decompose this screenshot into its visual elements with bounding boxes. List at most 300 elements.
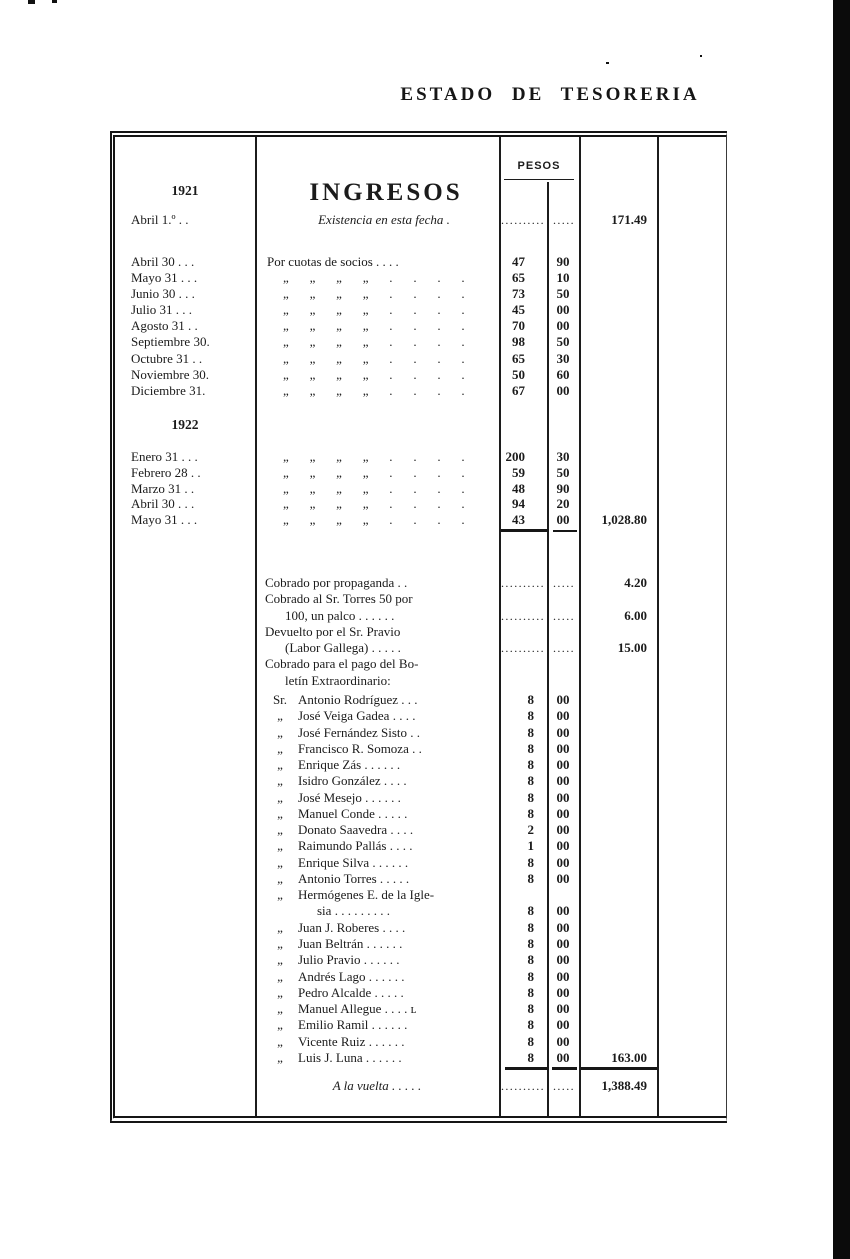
- contributor-name: Francisco R. Somoza . .: [298, 740, 422, 756]
- ditto-mark: „: [277, 854, 283, 870]
- row-pesos: 8: [527, 773, 534, 789]
- table-row: [115, 367, 726, 383]
- table-row: [115, 512, 726, 528]
- row-total: [579, 254, 657, 270]
- row-centavos: 00: [556, 692, 570, 707]
- row-pesos: 65: [512, 350, 525, 366]
- row-total: 4.20: [624, 575, 647, 590]
- row-pesos: 8: [527, 708, 534, 724]
- row-date: [115, 969, 255, 985]
- ditto-mark: „: [277, 708, 283, 724]
- contributor-name-cell: [255, 952, 499, 968]
- row-total: [579, 318, 657, 334]
- row-date: [115, 725, 255, 741]
- contributor-name-cell: [255, 1017, 499, 1033]
- row-total: [579, 624, 657, 640]
- contributor-name-cell: [255, 806, 499, 822]
- row-total: [579, 270, 657, 286]
- empty-cell: [657, 640, 726, 656]
- table-row: [115, 624, 726, 640]
- row-centavos: 20: [556, 496, 570, 512]
- row-total: [579, 952, 657, 968]
- contributor-name-cell: [255, 838, 499, 854]
- row-pesos: 8: [527, 952, 534, 968]
- row-description: Cobrado por propaganda . .: [265, 575, 408, 590]
- row-total: [579, 887, 657, 903]
- dotted-leader: ..........: [501, 1079, 545, 1093]
- row-description: „ „ „ „ . . . .: [283, 382, 465, 398]
- contributor-name: sia . . . . . . . . .: [317, 903, 390, 919]
- dotted-leader: .....: [553, 1079, 575, 1093]
- sum-rule: [505, 1067, 549, 1070]
- row-centavos: 50: [556, 334, 570, 350]
- contributor-name: Raimundo Pallás . . . .: [298, 838, 413, 854]
- row-centavos: 90: [556, 480, 570, 496]
- row-centavos: 50: [556, 286, 570, 302]
- empty-cell: [657, 286, 726, 302]
- row-total: 163.00: [611, 1049, 647, 1065]
- row-centavos: 00: [556, 512, 570, 527]
- table-row: [115, 656, 726, 672]
- empty-cell: [657, 985, 726, 1001]
- empty-cell: [657, 575, 726, 591]
- row-total: [579, 481, 657, 497]
- empty-cell: [657, 481, 726, 497]
- row-total: [579, 1034, 657, 1050]
- row-date: [115, 920, 255, 936]
- contributor-name: Juan J. Roberes . . . .: [298, 919, 406, 935]
- contributor-name: Hermógenes E. de la Igle-: [298, 887, 435, 903]
- row-total: [579, 725, 657, 741]
- ditto-mark: „: [277, 952, 283, 968]
- row-pesos: 8: [527, 854, 534, 870]
- row-description: „ „ „ „ . . . .: [283, 302, 465, 318]
- contributor-row: [115, 741, 726, 757]
- sum-rule: [501, 529, 549, 532]
- dotted-leader: .....: [553, 641, 575, 656]
- row-description: letín Extraordinario:: [285, 672, 391, 688]
- ditto-mark: „: [277, 887, 283, 903]
- row-date: [115, 591, 255, 607]
- row-total: [579, 496, 657, 512]
- opening-balance-row: [115, 212, 726, 228]
- ditto-mark: „: [277, 740, 283, 756]
- contributor-name: Manuel Conde . . . . .: [298, 805, 408, 821]
- row-pesos: 8: [527, 935, 534, 951]
- empty-cell: [657, 1034, 726, 1050]
- empty-cell: [657, 708, 726, 724]
- row-pesos: 8: [527, 724, 534, 740]
- empty-cell: [657, 302, 726, 318]
- row-centavos: 30: [556, 350, 570, 366]
- empty-cell: [657, 367, 726, 383]
- row-centavos: 00: [556, 1001, 570, 1017]
- row-pesos: 8: [527, 1049, 534, 1065]
- row-pesos: 67: [512, 382, 525, 398]
- contributor-row: [115, 822, 726, 838]
- contributor-name-cell: [255, 920, 499, 936]
- row-centavos: 00: [556, 838, 570, 854]
- dotted-leader: [499, 673, 547, 689]
- row-pesos: 2: [527, 822, 534, 838]
- empty-cell: [657, 254, 726, 270]
- page-title: ESTADO DE TESORERIA: [400, 84, 700, 105]
- row-pesos: 50: [512, 366, 525, 382]
- empty-cell: [657, 318, 726, 334]
- row-date: Julio 31 . . .: [131, 302, 193, 318]
- table-row: [115, 591, 726, 607]
- row-date: [115, 692, 255, 708]
- row-centavos: 00: [556, 1033, 570, 1049]
- empty-cell: [657, 351, 726, 367]
- row-total: [579, 367, 657, 383]
- row-date: Abril 30 . . .: [131, 496, 195, 512]
- table-row: [115, 334, 726, 350]
- contributor-name: Vicente Ruiz . . . . . .: [298, 1033, 405, 1049]
- contributor-name-cell: [255, 887, 499, 903]
- row-total: [579, 871, 657, 887]
- empty-cell: [657, 855, 726, 871]
- ditto-mark: „: [277, 1033, 283, 1049]
- row-date: Septiembre 30.: [131, 334, 210, 350]
- row-total: [579, 920, 657, 936]
- ditto-mark: „: [277, 724, 283, 740]
- table-row: [115, 270, 726, 286]
- scan-speck: [700, 55, 702, 57]
- row-pesos: 98: [512, 334, 525, 350]
- row-total: [579, 936, 657, 952]
- rows-1922: [115, 449, 726, 528]
- contributor-row: [115, 1050, 726, 1066]
- row-centavos: 00: [556, 984, 570, 1000]
- empty-cell: [657, 903, 726, 919]
- contributor-name: Manuel Allegue . . . . ʟ: [298, 1001, 417, 1017]
- contributor-name: Emilio Ramil . . . . . .: [298, 1017, 408, 1033]
- row-centavos: 00: [556, 968, 570, 984]
- contributor-row: [115, 903, 726, 919]
- ditto-mark: „: [277, 789, 283, 805]
- row-description: „ „ „ „ . . . .: [283, 366, 465, 382]
- row-centavos: 00: [556, 854, 570, 870]
- dotted-leader: [499, 624, 547, 640]
- row-pesos: 8: [527, 789, 534, 805]
- row-date: Abril 30 . . .: [131, 254, 195, 269]
- row-date: Diciembre 31.: [131, 382, 206, 398]
- row-date: [115, 806, 255, 822]
- row-total: 1,388.49: [601, 1078, 647, 1093]
- dotted-leader: [547, 656, 579, 672]
- empty-cell: [657, 334, 726, 350]
- row-date: Febrero 28 . .: [131, 464, 201, 480]
- row-pesos: 43: [512, 512, 525, 527]
- row-centavos: 00: [556, 903, 570, 919]
- ditto-mark: „: [277, 805, 283, 821]
- contributor-name: Andrés Lago . . . . . .: [298, 968, 405, 984]
- contributor-name: José Mesejo . . . . . .: [298, 789, 401, 805]
- empty-cell: [657, 465, 726, 481]
- row-date: [115, 903, 255, 919]
- table-row: [115, 302, 726, 318]
- row-date: Enero 31 . . .: [131, 449, 198, 464]
- contributor-name: Enrique Silva . . . . . .: [298, 854, 409, 870]
- ditto-mark: „: [277, 1001, 283, 1017]
- contributor-name-cell: [255, 741, 499, 757]
- row-description: A la vuelta . . . . .: [332, 1078, 422, 1093]
- contributor-name-cell: [255, 822, 499, 838]
- row-total: 6.00: [624, 607, 647, 623]
- row-description: „ „ „ „ . . . .: [283, 318, 465, 334]
- contributor-name-cell: [255, 969, 499, 985]
- dotted-leader: ..........: [501, 608, 545, 623]
- row-centavos: 00: [556, 805, 570, 821]
- row-centavos: 00: [556, 773, 570, 789]
- row-date: [115, 773, 255, 789]
- contributor-row: [115, 952, 726, 968]
- contributor-name: Antonio Torres . . . . .: [298, 870, 410, 886]
- contributor-name-cell: [255, 936, 499, 952]
- empty-cell: [657, 822, 726, 838]
- row-date: Mayo 31 . . .: [131, 512, 198, 527]
- contributor-row: [115, 757, 726, 773]
- scan-speck: [606, 62, 609, 64]
- dotted-leader: [547, 591, 579, 607]
- empty-cell: [657, 591, 726, 607]
- row-pesos: 8: [527, 757, 534, 773]
- dotted-leader: .....: [553, 213, 575, 227]
- empty-cell: [657, 496, 726, 512]
- row-description: „ „ „ „ . . . .: [283, 286, 465, 302]
- row-pesos: 8: [527, 1017, 534, 1033]
- contributor-name-cell: [255, 1034, 499, 1050]
- row-pesos: 8: [527, 903, 534, 919]
- year-label-1922: 1922: [171, 417, 199, 432]
- row-date: [115, 838, 255, 854]
- empty-cell: [657, 741, 726, 757]
- row-date: [115, 1001, 255, 1017]
- empty-cell: [657, 624, 726, 640]
- ditto-mark: „: [277, 984, 283, 1000]
- empty-cell: [657, 1077, 726, 1095]
- contributor-row: [115, 936, 726, 952]
- row-description: „ „ „ „ . . . .: [283, 350, 465, 366]
- empty-cell: [657, 773, 726, 789]
- row-centavos: 00: [556, 757, 570, 773]
- row-total: 1,028.80: [601, 512, 647, 527]
- row-date: [115, 656, 255, 672]
- row-total: [579, 985, 657, 1001]
- empty-cell: [657, 656, 726, 672]
- row-pesos: 48: [512, 480, 525, 496]
- empty-cell: [657, 383, 726, 399]
- dotted-leader: [547, 624, 579, 640]
- row-date: [115, 822, 255, 838]
- row-pesos: 65: [512, 270, 525, 286]
- row-centavos: 00: [556, 789, 570, 805]
- row-date: [115, 608, 255, 624]
- row-date: [115, 741, 255, 757]
- row-description: 100, un palco . . . . . .: [285, 607, 395, 623]
- contributor-name-cell: [255, 790, 499, 806]
- empty-cell: [657, 1050, 726, 1066]
- row-total: [579, 855, 657, 871]
- row-total: [579, 302, 657, 318]
- row-date: Abril 1.º . .: [131, 212, 189, 227]
- contributor-name: Juan Beltrán . . . . . .: [298, 935, 403, 951]
- row-centavos: 00: [556, 935, 570, 951]
- sum-rule: [552, 1067, 577, 1070]
- row-description: „ „ „ „ . . . .: [283, 512, 465, 527]
- row-pesos: 73: [512, 286, 525, 302]
- row-centavos: 00: [556, 1049, 570, 1065]
- dotted-leader: ..........: [501, 641, 545, 656]
- row-date: [115, 708, 255, 724]
- dotted-leader: .....: [553, 576, 575, 590]
- row-total: [579, 903, 657, 919]
- empty-cell: [657, 1001, 726, 1017]
- contributor-row: [115, 969, 726, 985]
- row-pesos: 47: [512, 254, 525, 269]
- contributor-name-cell: [255, 903, 499, 919]
- table-row: [115, 481, 726, 497]
- row-description: „ „ „ „ . . . .: [283, 449, 465, 464]
- row-total: [579, 656, 657, 672]
- row-date: Noviembre 30.: [131, 366, 209, 382]
- ledger-table: [110, 131, 727, 1123]
- contributor-name: Luis J. Luna . . . . . .: [298, 1049, 402, 1065]
- row-description: „ „ „ „ . . . .: [283, 496, 465, 512]
- table-row: [115, 640, 726, 656]
- row-centavos: 90: [556, 254, 570, 269]
- empty-cell: [657, 871, 726, 887]
- table-row: [115, 318, 726, 334]
- empty-cell: [657, 952, 726, 968]
- contributor-row: [115, 855, 726, 871]
- table-row: [115, 383, 726, 399]
- contributor-row: [115, 708, 726, 724]
- row-total: 15.00: [617, 640, 647, 656]
- contributor-name-cell: [255, 1001, 499, 1017]
- row-total: [579, 741, 657, 757]
- table-row: [115, 351, 726, 367]
- carry-forward-row: [115, 1077, 726, 1095]
- contributor-name: Enrique Zás . . . . . .: [298, 757, 401, 773]
- row-date: Agosto 31 . .: [131, 318, 198, 334]
- row-pesos: 8: [527, 984, 534, 1000]
- row-description: „ „ „ „ . . . .: [283, 480, 465, 496]
- row-pesos: 8: [527, 740, 534, 756]
- row-total: [579, 692, 657, 708]
- empty-cell: [657, 512, 726, 528]
- empty-cell: [657, 608, 726, 624]
- row-pesos: 8: [527, 1033, 534, 1049]
- row-date: [115, 985, 255, 1001]
- contributor-row: [115, 887, 726, 903]
- row-centavos: 00: [556, 1017, 570, 1033]
- row-date: [115, 952, 255, 968]
- row-total: [579, 351, 657, 367]
- row-date: Marzo 31 . .: [131, 480, 195, 496]
- contributor-row: [115, 725, 726, 741]
- row-total: [579, 591, 657, 607]
- year-label-1921: 1921: [171, 183, 199, 198]
- ditto-mark: „: [277, 838, 283, 854]
- ditto-mark: „: [277, 935, 283, 951]
- row-pesos: 1: [527, 838, 534, 854]
- ditto-mark: „: [277, 822, 283, 838]
- row-total: [579, 334, 657, 350]
- row-centavos: [547, 887, 579, 903]
- row-centavos: 00: [556, 724, 570, 740]
- row-pesos: 8: [527, 968, 534, 984]
- empty-cell: [657, 673, 726, 689]
- row-pesos: 94: [512, 496, 525, 512]
- contributor-name-cell: [255, 757, 499, 773]
- table-row: [115, 465, 726, 481]
- table-row: [115, 496, 726, 512]
- contributor-row: [115, 920, 726, 936]
- contributor-row: [115, 806, 726, 822]
- row-centavos: 00: [556, 740, 570, 756]
- row-pesos: 8: [527, 1001, 534, 1017]
- row-pesos: 8: [527, 870, 534, 886]
- scan-speck: [52, 0, 57, 3]
- dotted-leader: ..........: [501, 576, 545, 590]
- row-description: Cobrado para el pago del Bo-: [265, 656, 419, 672]
- table-row: [115, 575, 726, 591]
- empty-cell: [657, 270, 726, 286]
- ditto-mark: „: [277, 1049, 283, 1065]
- contributor-row: [115, 773, 726, 789]
- row-centavos: 00: [556, 318, 570, 334]
- empty-cell: [657, 838, 726, 854]
- contributor-name: Pedro Alcalde . . . . .: [298, 984, 404, 1000]
- contributor-name-cell: [255, 773, 499, 789]
- empty-cell: [657, 212, 726, 228]
- row-date: [115, 1034, 255, 1050]
- ditto-mark: Sr.: [272, 692, 288, 707]
- row-date: [115, 1050, 255, 1066]
- row-centavos: 00: [556, 708, 570, 724]
- row-total: [579, 838, 657, 854]
- contributor-name: Antonio Rodríguez . . .: [298, 692, 418, 707]
- row-pesos: [499, 887, 547, 903]
- dotted-leader: .....: [553, 608, 575, 623]
- row-date: [115, 790, 255, 806]
- row-pesos: 8: [527, 692, 534, 707]
- row-centavos: 00: [556, 382, 570, 398]
- ditto-mark: „: [277, 919, 283, 935]
- row-description: „ „ „ „ . . . .: [283, 464, 465, 480]
- ditto-mark: „: [277, 773, 283, 789]
- table-row: [115, 449, 726, 465]
- dotted-leader: [499, 656, 547, 672]
- row-pesos: 8: [527, 919, 534, 935]
- row-date: [115, 575, 255, 591]
- contributor-row: [115, 1001, 726, 1017]
- row-date: Mayo 31 . . .: [131, 270, 198, 286]
- empty-cell: [657, 757, 726, 773]
- rows-misc: [115, 575, 726, 689]
- row-total: [579, 773, 657, 789]
- empty-cell: [657, 1017, 726, 1033]
- row-description: Devuelto por el Sr. Pravio: [265, 623, 401, 639]
- row-date: [115, 1077, 255, 1095]
- row-pesos: 200: [505, 449, 525, 464]
- ditto-mark: „: [277, 757, 283, 773]
- row-total: [579, 465, 657, 481]
- row-total: [579, 822, 657, 838]
- row-pesos: 8: [527, 805, 534, 821]
